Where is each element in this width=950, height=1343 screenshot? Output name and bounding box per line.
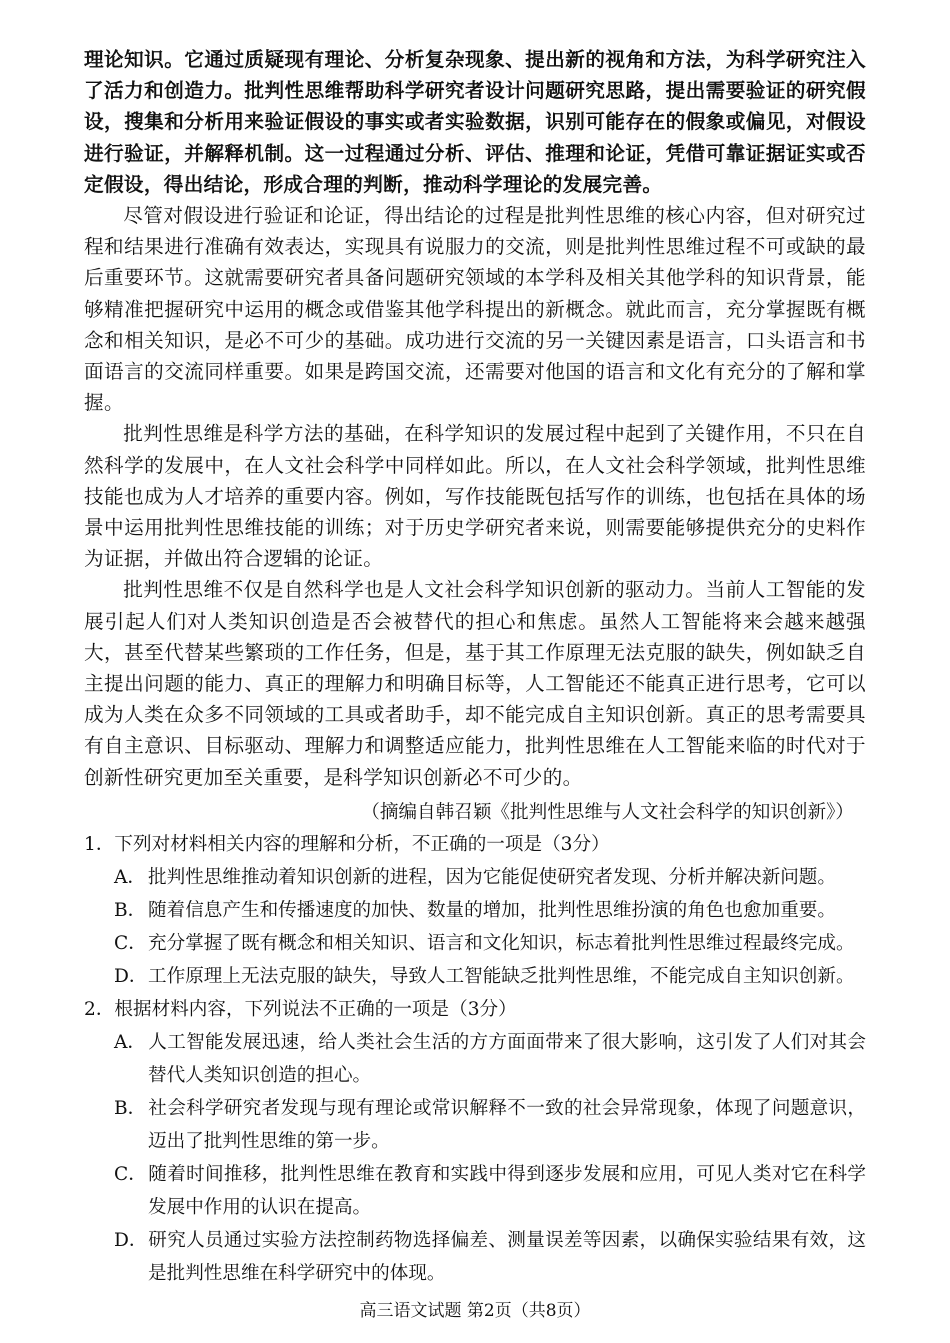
option-text: 研究人员通过实验方法控制药物选择偏差、测量误差等因素，以确保实验结果有效，这是批判性思维在科学研究中的体现。 (148, 1229, 866, 1284)
option-letter: B． (114, 899, 147, 921)
option-text: 批判性思维推动着知识创新的进程，因为它能促使研究者发现、分析并解决新问题。 (148, 866, 836, 888)
passage-paragraph-3: 批判性思维不仅是自然科学也是人文社会科学知识创新的驱动力。当前人工智能的发展引起人们对人类知识创造是否会被替代的担心和焦虑。虽然人工智能将来会越来越强大，甚至代替某些繁琐的工作任务，但是，基于其工作原理无法克服的缺失，例如缺乏自主提出问题的能力、真正的理解力和明确目标等，人工智能还不能真正进行思考，它可以成为人类在众多不同领域的工具或者助手，却不能完成自主知识创新。真正的思考需要具有自主意识、目标驱动、理解力和调整适应能力，批判性思维在人工智能来临的时代对于创新性研究更加至关重要，是科学知识创新必不可少的。 (84, 578, 866, 789)
option-text: 随着信息产生和传播速度的加快、数量的增加，批判性思维扮演的角色也愈加重要。 (148, 899, 836, 921)
option-letter: A． (114, 866, 147, 888)
exam-page (84, 44, 866, 1290)
option-text: 随着时间推移，批判性思维在教育和实践中得到逐步发展和应用，可见人类对它在科学发展中作用的认识在提高。 (148, 1163, 866, 1218)
question-1 (84, 828, 866, 993)
question-1-stem: 1．下列对材料相关内容的理解和分析，不正确的一项是（3分） (84, 833, 610, 855)
passage-source: （摘编自韩召颖《批判性思维与人文社会科学的知识创新》） (361, 801, 854, 823)
option-letter: C． (114, 1163, 147, 1185)
question-2 (84, 993, 866, 1290)
question-1-option-d[interactable] (114, 960, 866, 993)
question-2-stem: 2．根据材料内容，下列说法不正确的一项是（3分） (84, 998, 517, 1020)
option-text: 工作原理上无法克服的缺失，导致人工智能缺乏批判性思维，不能完成自主知识创新。 (148, 965, 855, 987)
option-letter: D． (114, 1229, 148, 1251)
question-2-option-b[interactable] (114, 1092, 866, 1158)
question-1-option-a[interactable] (114, 861, 866, 894)
passage-paragraph-0: 理论知识。它通过质疑现有理论、分析复杂现象、提出新的视角和方法，为科学研究注入了活力和创造力。批判性思维帮助科学研究者设计问题研究思路，提出需要验证的研究假设，搜集和分析用来验证假设的事实或者实验数据，识别可能存在的假象或偏见，对假设进行验证，并解释机制。这一过程通过分析、评估、推理和论证，凭借可靠证据证实或否定假设，得出结论，形成合理的判断，推动科学理论的发展完善。 (84, 48, 866, 196)
question-2-option-d[interactable] (114, 1224, 866, 1290)
option-letter: B． (114, 1097, 147, 1119)
question-1-option-c[interactable] (114, 927, 866, 960)
option-text: 人工智能发展迅速，给人类社会生活的方方面面带来了很大影响，这引发了人们对其会替代人类知识创造的担心。 (148, 1031, 866, 1086)
option-letter: C． (114, 932, 147, 954)
passage-paragraph-1: 尽管对假设进行验证和论证，得出结论的过程是批判性思维的核心内容，但对研究过程和结果进行准确有效表达，实现具有说服力的交流，则是批判性思维过程不可或缺的最后重要环节。这就需要研究者具备问题研究领域的本学科及相关其他学科的知识背景，能够精准把握研究中运用的概念或借鉴其他学科提出的新概念。就此而言，充分掌握既有概念和相关知识，是必不可少的基础。成功进行交流的另一关键因素是语言，口头语言和书面语言的交流同样重要。如果是跨国交流，还需要对他国的语言和文化有充分的了解和掌握。 (84, 204, 866, 415)
question-2-option-a[interactable] (114, 1026, 866, 1092)
option-text: 社会科学研究者发现与现有理论或常识解释不一致的社会异常现象，体现了问题意识，迈出了批判性思维的第一步。 (148, 1097, 866, 1152)
option-letter: A． (114, 1031, 147, 1053)
option-text: 充分掌握了既有概念和相关知识、语言和文化知识，标志着批判性思维过程最终完成。 (148, 932, 855, 954)
question-2-option-c[interactable] (114, 1158, 866, 1224)
question-1-option-b[interactable] (114, 894, 866, 927)
passage-paragraph-2: 批判性思维是科学方法的基础，在科学知识的发展过程中起到了关键作用，不只在自然科学的发展中，在人文社会科学中同样如此。所以，在人文社会科学领域，批判性思维技能也成为人才培养的重要内容。例如，写作技能既包括写作的训练，也包括在具体的场景中运用批判性思维技能的训练；对于历史学研究者来说，则需要能够提供充分的史料作为证据，并做出符合逻辑的论证。 (84, 422, 866, 571)
option-letter: D． (114, 965, 148, 987)
page-footer: 高三语文试题 第2页（共8页） (359, 1301, 591, 1321)
